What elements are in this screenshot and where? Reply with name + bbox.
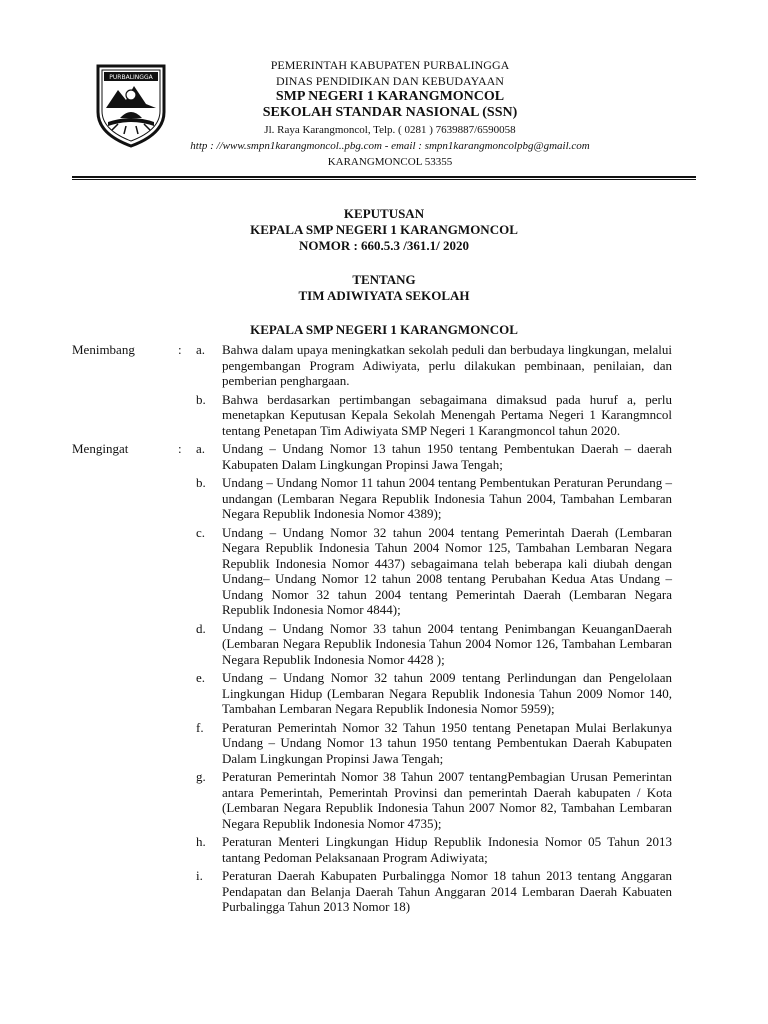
item-text — [222, 525, 672, 618]
list-item — [196, 621, 672, 668]
item-text — [222, 868, 672, 915]
letterhead-city: KARANGMONCOL 53355 — [327, 156, 453, 168]
item-letter: a. — [196, 441, 206, 456]
item-letter: e. — [196, 670, 206, 685]
item-text-line: Undang – Undang Nomor 32 tahun 2004 tentang Pemerintah Daerah (Lembaran Negara Republik Indonesia Tahun 2004 Nomor 125, Tambahan Lembaran Negara Republik Indonesia Nomor 4437) sebagaimana telah beberapa kali diubah dengan Undang– Undang Nomor 12 tahun 2008 tentang Perubahan Kedua Atas Undang – Undang Nomor 32 tahun 2004 tentang Pemerintah Daerah (Lembaran Negara Republik Indonesia Nomor 4844); — [222, 524, 672, 617]
letterhead-school: SMP NEGERI 1 KARANGMONCOL — [275, 89, 505, 104]
decree-title — [0, 206, 768, 338]
item-letter: i. — [196, 868, 203, 883]
item-text-line: Undang – Undang Nomor 13 tahun 1950 tentang Pembentukan Daerah – daerah Kabupaten Dalam Lingkungan Propinsi Jawa Tengah; — [222, 441, 672, 472]
letterhead-government: PEMERINTAH KABUPATEN PURBALINGGA — [270, 58, 510, 72]
letterhead-web-email: http : //www.smpn1karangmoncol..pbg.com - email : smpn1karangmoncolpbg@gmail.com — [190, 140, 590, 152]
item-list — [196, 342, 672, 438]
title-official: KEPALA SMP NEGERI 1 KARANGMONCOL — [250, 322, 518, 337]
item-text-line: Undang – Undang Nomor 32 tahun 2009 tentang Perlindungan dan Pengelolaan Lingkungan Hidup (Lembaran Negara Republik Indonesia Tahun 2009 Nomor 140, Tambahan Lembaran Negara Republik Indonesia Nomor 5959); — [222, 670, 672, 716]
item-letter: b. — [196, 475, 206, 490]
item-text — [222, 720, 672, 767]
item-text — [222, 834, 672, 865]
section-menimbang — [72, 342, 672, 438]
list-item — [196, 868, 672, 915]
purbalingga-emblem-icon — [92, 60, 170, 148]
item-text — [222, 769, 672, 831]
title-kepala: KEPALA SMP NEGERI 1 KARANGMONCOL — [250, 222, 518, 237]
letterhead-address: Jl. Raya Karangmoncol, Telp. ( 0281 ) 7639887/6590058 — [264, 124, 516, 136]
item-letter: f. — [196, 719, 204, 735]
item-text-line: Peraturan Pemerintah Nomor 32 Tahun 1950 tentang Penetapan Mulai Berlakunya Undang – Undang Nomor 13 tahun 1950 tentang Pembentukan Daerah Kabupaten Dalam Lingkungan Propinsi Jawa Tengah; — [222, 719, 672, 766]
item-text-line: Undang – Undang Nomor 33 tahun 2004 tentang Penimbangan KeuanganDaerah (Lembaran Negara Republik Indonesia Tahun 2004 Nomor 126, Tambahan Lembaran Negara Republik Indonesia Nomor 4428 ); — [222, 620, 672, 667]
item-text-line: Peraturan Menteri Lingkungan Hidup Republik Indonesia Nomor 05 Tahun 2013 tantang Pedoman Pelaksanaan Program Adiwiyata; — [222, 834, 672, 865]
item-text — [222, 392, 672, 439]
section-label: Mengingat — [72, 441, 129, 456]
letterhead — [180, 57, 600, 170]
list-item — [196, 670, 672, 717]
item-text — [222, 475, 672, 522]
decree-body — [72, 342, 672, 918]
item-text-line: Peraturan Pemerintah Nomor 38 Tahun 2007 tentangPembagian Urusan Pemerintan antara Pemerintah, Pemerintah Provinsi dan pemerintah Daerah kabupaten / Kota (Lembaran Negara Republik Indonesia Tahun 2007 Nomor 82, Tambahan Lembaran Negara Republik Indonesia Nomor 4735); — [222, 769, 672, 831]
letterhead-divider-thick — [72, 176, 696, 178]
item-text-line: Bahwa berdasarkan pertimbangan sebagaimana dimaksud pada huruf a, perlu menetapkan Keputusan Kepala Sekolah Menengah Pertama Negeri 1 Karangmncol tentang Penetapan Tim Adiwiyata SMP Negeri 1 Karangmoncol tahun 2020. — [222, 391, 672, 438]
list-item — [196, 475, 672, 522]
letterhead-school-type: SEKOLAH STANDAR NASIONAL (SSN) — [262, 105, 518, 120]
title-subject: TIM ADIWIYATA SEKOLAH — [298, 288, 470, 303]
item-letter: g. — [196, 769, 206, 784]
list-item — [196, 834, 672, 865]
title-tentang: TENTANG — [352, 272, 416, 287]
list-item — [196, 441, 672, 472]
list-item — [196, 720, 672, 767]
list-item — [196, 342, 672, 389]
item-list — [196, 441, 672, 915]
item-letter: h. — [196, 834, 206, 849]
list-item — [196, 525, 672, 618]
item-text-line: Undang – Undang Nomor 11 tahun 2004 tentang Pembentukan Peraturan Perundang – undangan (Lembaran Negara Republik Indonesia Tahun 2004, Tambahan Lembaran Negara Republik Indonesia Nomor 4389); — [222, 475, 672, 521]
section-colon: : — [178, 441, 182, 456]
letterhead-divider-thin — [72, 179, 696, 180]
item-text — [222, 441, 672, 472]
section-label: Menimbang — [72, 342, 135, 357]
section-colon: : — [178, 342, 182, 357]
item-text — [222, 621, 672, 668]
letterhead-department: DINAS PENDIDIKAN DAN KEBUDAYAAN — [276, 74, 504, 88]
item-text — [222, 670, 672, 717]
title-nomor: NOMOR : 660.5.3 /361.1/ 2020 — [298, 238, 470, 253]
list-item — [196, 769, 672, 831]
section-mengingat — [72, 441, 672, 915]
item-text — [222, 342, 672, 389]
list-item — [196, 392, 672, 439]
title-keputusan: KEPUTUSAN — [343, 206, 425, 221]
item-text-line: Bahwa dalam upaya meningkatkan sekolah peduli dan berbudaya lingkungan, melalui pengembangan Program Adiwiyata, perlu dilakukan pembinaan, penilaian, dan pemberian penghargaan. — [222, 342, 672, 388]
item-text-line: Peraturan Daerah Kabupaten Purbalingga Nomor 18 tahun 2013 tentang Anggaran Pendapatan dan Belanja Daerah Tahun Anggaran 2014 Lembaran Daerah Kabuaten Purbalingga Tahun 2013 Nomor 18) — [222, 868, 672, 914]
item-letter: a. — [196, 342, 206, 357]
item-letter: d. — [196, 620, 206, 636]
svg-text:PURBALINGGA: PURBALINGGA — [109, 74, 153, 81]
item-letter: c. — [196, 524, 206, 540]
item-letter: b. — [196, 391, 206, 407]
